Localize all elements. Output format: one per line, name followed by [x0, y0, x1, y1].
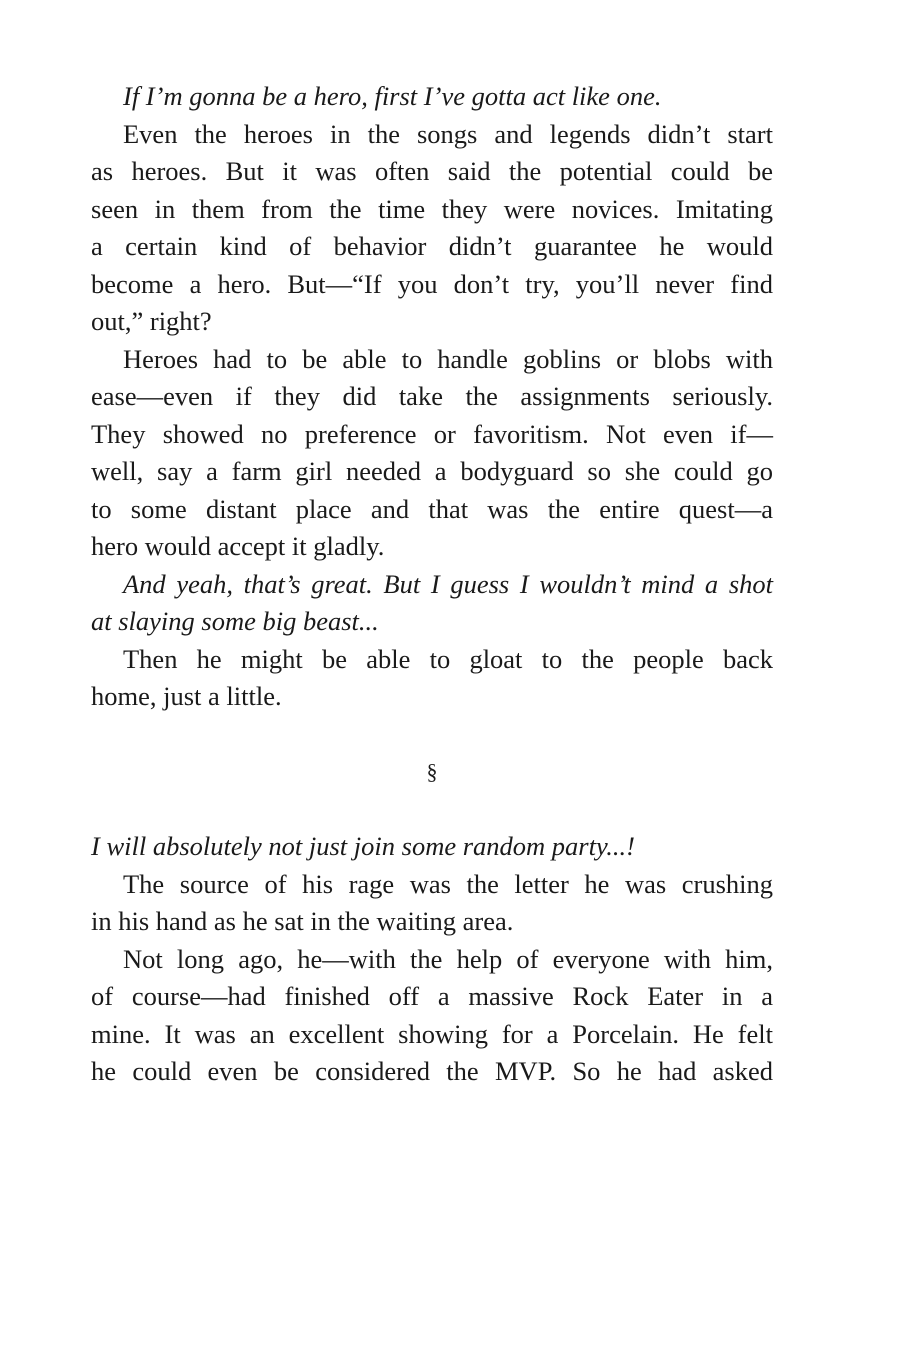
text-line: become a hero. But—“If you don’t try, you’ll never find	[91, 268, 773, 299]
text-line: Heroes had to be able to handle goblins or blobs with	[123, 343, 773, 374]
text-line: mine. It was an excellent showing for a Porcelain. He felt	[91, 1018, 773, 1049]
text-line: at slaying some big beast...	[91, 606, 379, 636]
text-line: They showed no preference or favoritism. Not even if—	[91, 418, 773, 449]
text-line: he could even be considered the MVP. So he had asked	[91, 1056, 773, 1086]
text-line: seen in them from the time they were novices. Imitating	[91, 193, 773, 224]
page-body	[91, 78, 773, 1091]
text-line: hero would accept it gladly.	[91, 531, 385, 561]
text-line: Even the heroes in the songs and legends didn’t start	[123, 118, 773, 149]
spacer	[91, 716, 773, 754]
text-line: home, just a little.	[91, 681, 282, 711]
text-line: The source of his rage was the letter he was crushing	[123, 868, 773, 899]
text-line: Then he might be able to gloat to the people back	[123, 643, 773, 674]
spacer	[91, 791, 773, 829]
text-line: as heroes. But it was often said the potential could be	[91, 156, 773, 186]
text-line: out,” right?	[91, 306, 212, 336]
text-line: I will absolutely not just join some random party...!	[91, 831, 635, 861]
text-line: And yeah, that’s great. But I guess I wouldn’t mind a shot	[123, 568, 773, 599]
text-line: ease—even if they did take the assignments seriously.	[91, 381, 773, 411]
text-line: of course—had finished off a massive Rock Eater in a	[91, 981, 773, 1011]
text-line: Not long ago, he—with the help of everyone with him,	[123, 943, 773, 974]
text-line: well, say a farm girl needed a bodyguard so she could go	[91, 456, 773, 486]
text-line: a certain kind of behavior didn’t guarantee he would	[91, 231, 773, 261]
section-break: §	[426, 759, 438, 784]
text-line: in his hand as he sat in the waiting area.	[91, 906, 514, 936]
text-line: to some distant place and that was the entire quest—a	[91, 493, 773, 524]
text-line: If I’m gonna be a hero, first I’ve gotta act like one.	[123, 81, 662, 111]
